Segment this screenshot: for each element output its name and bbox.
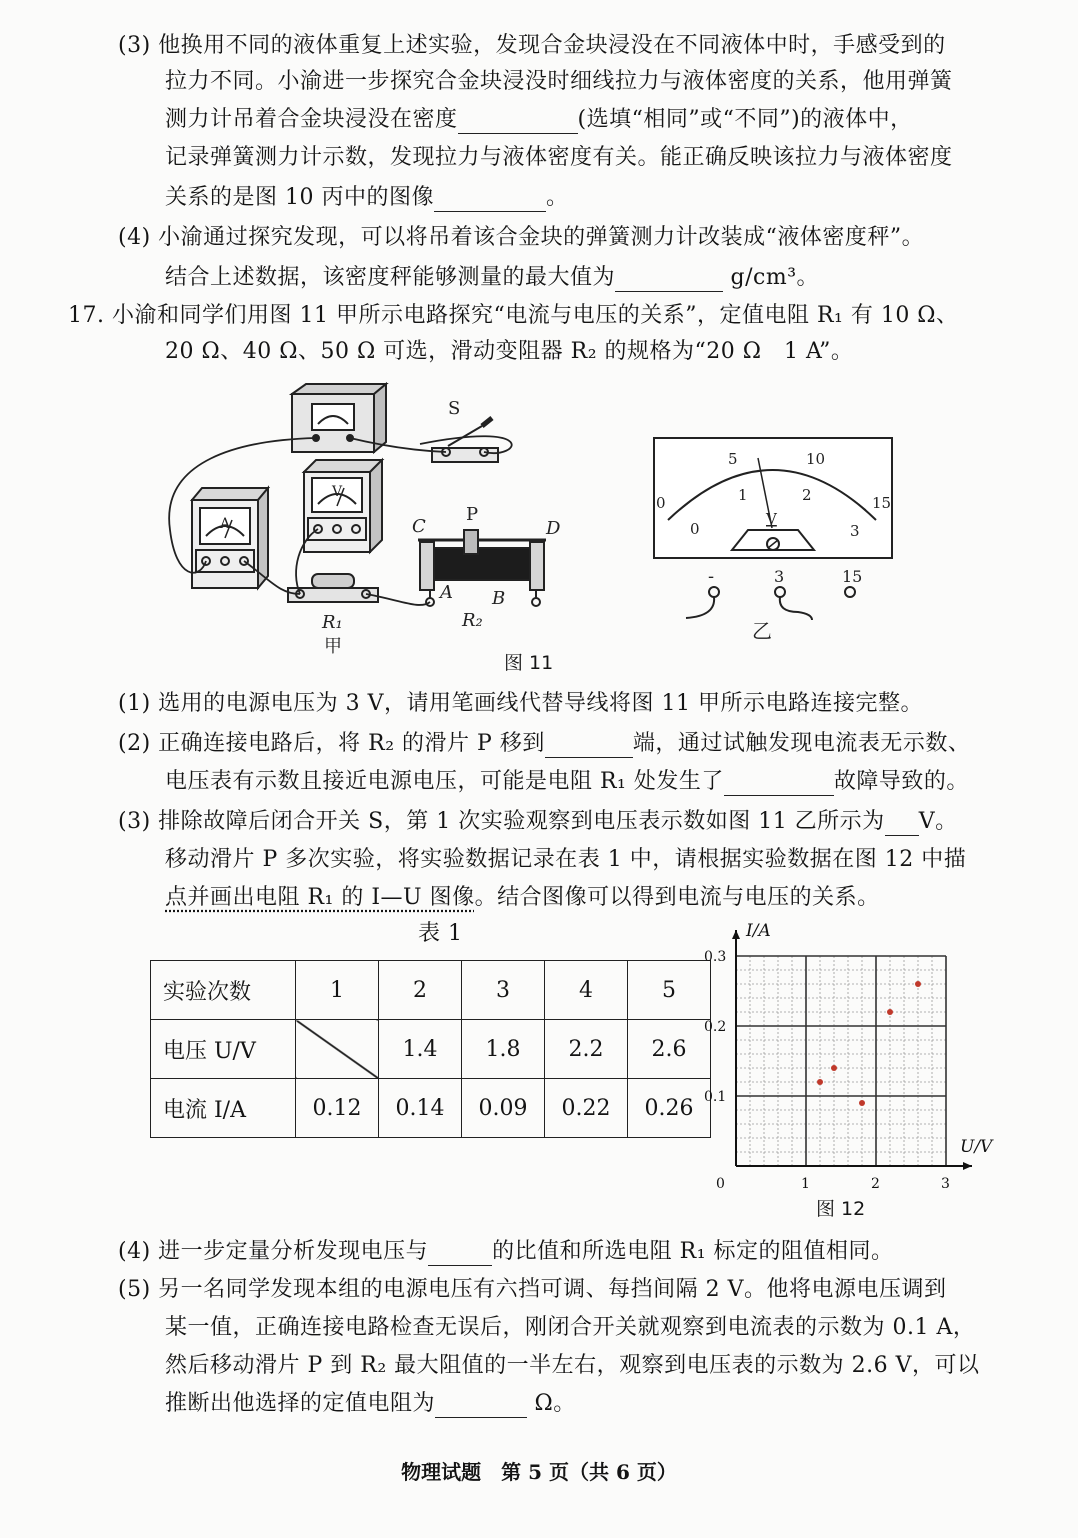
- table-cell: 0.09: [462, 1079, 545, 1138]
- x-tick-label: 1: [801, 1176, 810, 1192]
- q17-4-line1: [118, 1238, 894, 1266]
- q17-5-text: 推断出他选择的定值电阻为: [165, 1391, 436, 1416]
- q17-5-line3: 然后移动滑片 P 到 R₂ 最大阻值的一半左右，观察到电压表的示数为 2.6 V，可以: [165, 1353, 980, 1378]
- fig11-jia-label: 甲: [324, 636, 342, 657]
- answer-blank[interactable]: [615, 269, 723, 292]
- table-cell: 0.22: [545, 1079, 628, 1138]
- table-cell: 0.12: [296, 1079, 379, 1138]
- data-point: [887, 1009, 893, 1015]
- q16-3-line3: [165, 106, 913, 134]
- table-cell: 2.6: [628, 1020, 711, 1079]
- dial-top-10: 10: [806, 450, 826, 468]
- chart-grid-minor: [736, 956, 946, 1166]
- data-point: [915, 981, 921, 987]
- table-cell: 1: [296, 961, 379, 1020]
- q17-5-line1: (5) 另一名同学发现本组的电源电压有六挡可调、每挡间隔 2 V。他将电源电压调到: [118, 1277, 947, 1302]
- q17-2-text: (2) 正确连接电路后，将 R₂ 的滑片 P 移到: [118, 731, 545, 756]
- fig11-yi-label: 乙: [752, 619, 772, 643]
- q17-stem-line1: 17. 小渝和同学们用图 11 甲所示电路探究“电流与电压的关系”，定值电阻 R₁ 有 10 Ω、: [68, 303, 959, 328]
- answer-blank[interactable]: [545, 735, 633, 758]
- x-tick-label: 3: [941, 1176, 950, 1192]
- x-tick-label: 0: [716, 1176, 725, 1192]
- y-tick-label: 0.2: [704, 1019, 727, 1035]
- table-1: [150, 960, 711, 1138]
- fig11-caption: 图 11: [504, 652, 554, 674]
- q16-4-unit: g/cm³。: [730, 265, 820, 290]
- q17-4-text: 的比值和所选电阻 R₁ 标定的阻值相同。: [492, 1239, 894, 1264]
- q17-3-line3: [165, 884, 880, 912]
- answer-blank[interactable]: [435, 1395, 527, 1418]
- table-cell-slashed: [296, 1020, 379, 1079]
- answer-blank[interactable]: [428, 1243, 492, 1266]
- answer-blank[interactable]: [434, 189, 546, 212]
- q17-3-text: 。结合图像可以得到电流与电压的关系。: [474, 885, 880, 910]
- terminal-15: 15: [842, 567, 863, 586]
- chart-points: [817, 981, 921, 1106]
- q17-3-emphasis: 点并画出电阻 R₁ 的 I—U 图像: [165, 885, 475, 910]
- q16-3-line1: (3) 他换用不同的液体重复上述实验，发现合金块浸没在不同液体中时，手感受到的: [118, 33, 946, 58]
- answer-blank[interactable]: [885, 813, 919, 836]
- x-tick-label: 2: [871, 1176, 880, 1192]
- chart-axes: [732, 930, 972, 1170]
- table-cell: 0.14: [379, 1079, 462, 1138]
- table-cell: 电流 I/A: [151, 1079, 296, 1138]
- data-point: [831, 1065, 837, 1071]
- answer-blank[interactable]: [458, 111, 578, 134]
- rheostat-d-label: D: [546, 518, 561, 539]
- voltmeter: [304, 460, 382, 552]
- chart-grid-major: [736, 956, 946, 1166]
- chart-tick-labels: [704, 922, 994, 1192]
- q17-2-text: 端，通过试触发现电流表无示数、: [632, 731, 971, 756]
- q16-3-line2: 拉力不同。小渝进一步探究合金块浸没时细线拉力与液体密度的关系，他用弹簧: [165, 69, 953, 94]
- resistor-r1: [288, 574, 378, 602]
- q17-3-text: V。: [918, 809, 958, 834]
- table-row: [151, 1079, 711, 1138]
- q17-3-line1: [118, 808, 958, 836]
- q17-2-line2: [165, 768, 969, 796]
- terminal-3: 3: [774, 567, 785, 586]
- dial-top-0: 0: [656, 494, 666, 512]
- dial-bottom-1: 1: [738, 486, 748, 504]
- q16-3-text: 关系的是图 10 丙中的图像: [165, 185, 434, 210]
- q17-3-line2: 移动滑片 P 多次实验，将实验数据记录在表 1 中，请根据实验数据在图 12 中描: [165, 847, 967, 872]
- r2-label: R₂: [462, 610, 483, 631]
- dial-bottom-0: 0: [690, 520, 700, 538]
- table-cell: 5: [628, 961, 711, 1020]
- ammeter: [192, 488, 268, 588]
- dial-unit: V: [766, 510, 777, 528]
- q16-3-text: (选填“相同”或“不同”)的液体中，: [577, 107, 913, 132]
- q16-3-text: 测力计吊着合金块浸没在密度: [165, 107, 458, 132]
- q16-3-line4: 记录弹簧测力计示数，发现拉力与液体密度有关。能正确反映该拉力与液体密度: [165, 145, 953, 170]
- dial-bottom-3: 3: [850, 522, 860, 540]
- q17-3-text: (3) 排除故障后闭合开关 S，第 1 次实验观察到电压表示数如图 11 乙所示为: [118, 809, 885, 834]
- table-cell: 2.2: [545, 1020, 628, 1079]
- rheostat-r2: [418, 530, 546, 606]
- dial-top-5: 5: [728, 450, 738, 468]
- dial-terminals: [686, 587, 855, 620]
- voltmeter-label: V: [332, 484, 343, 500]
- figure-12-chart: [700, 922, 1020, 1202]
- q17-2-text: 故障导致的。: [833, 769, 969, 794]
- x-axis-arrow: [963, 1162, 972, 1170]
- q17-1-line1: (1) 选用的电源电压为 3 V，请用笔画线代替导线将图 11 甲所示电路连接完整。: [118, 691, 924, 716]
- q17-5-unit: Ω。: [534, 1391, 576, 1416]
- table-cell: 2: [379, 961, 462, 1020]
- q16-4-line2: [165, 264, 819, 292]
- q17-5-line4: [165, 1390, 576, 1418]
- y-axis-arrow: [732, 930, 740, 939]
- power-supply: [292, 384, 386, 452]
- ammeter-label: A: [220, 516, 231, 532]
- q16-3-line5: [165, 184, 569, 212]
- q16-4-text: 结合上述数据，该密度秤能够测量的最大值为: [165, 265, 616, 290]
- y-axis-label: I/A: [746, 922, 771, 941]
- table-row: [151, 961, 711, 1020]
- table-cell: 0.26: [628, 1079, 711, 1138]
- y-tick-label: 0.1: [704, 1089, 727, 1105]
- rheostat-p-label: P: [466, 504, 479, 525]
- answer-blank[interactable]: [724, 773, 834, 796]
- table-cell: 1.8: [462, 1020, 545, 1079]
- switch-label: S: [448, 398, 461, 419]
- q17-2-text: 电压表有示数且接近电源电压，可能是电阻 R₁ 处发生了: [165, 769, 724, 794]
- dial-top-15: 15: [872, 494, 892, 512]
- x-axis-label: U/V: [960, 1137, 993, 1157]
- q16-3-text: 。: [545, 185, 569, 210]
- fig12-caption: 图 12: [816, 1198, 866, 1220]
- table-cell: 4: [545, 961, 628, 1020]
- rheostat-b-label: B: [492, 588, 506, 609]
- table-cell: 3: [462, 961, 545, 1020]
- table-row: [151, 1020, 711, 1079]
- table-cell: 实验次数: [151, 961, 296, 1020]
- rheostat-a-label: A: [440, 582, 453, 603]
- q16-4-line1: (4) 小渝通过探究发现，可以将吊着该合金块的弹簧测力计改装成“液体密度秤”。: [118, 225, 925, 250]
- table1-title: 表 1: [418, 921, 463, 946]
- dial-bottom-2: 2: [802, 486, 812, 504]
- r1-label: R₁: [322, 612, 343, 633]
- table-cell: 电压 U/V: [151, 1020, 296, 1079]
- q17-4-text: (4) 进一步定量分析发现电压与: [118, 1239, 429, 1264]
- rheostat-c-label: C: [412, 516, 426, 537]
- table-cell: 1.4: [379, 1020, 462, 1079]
- page-footer: 物理试题 第 5 页（共 6 页）: [401, 1460, 677, 1484]
- terminal-neg: -: [708, 566, 715, 587]
- voltmeter-dial: [654, 438, 892, 558]
- q17-5-line2: 某一值，正确连接电路检查无误后，刚闭合开关就观察到电流表的示数为 0.1 A，: [165, 1315, 976, 1340]
- q17-2-line1: [118, 730, 970, 758]
- data-point: [817, 1079, 823, 1085]
- figure-11: [0, 380, 1078, 680]
- q17-stem-line2: 20 Ω、40 Ω、50 Ω 可选，滑动变阻器 R₂ 的规格为“20 Ω 1 A”。: [165, 339, 854, 364]
- y-tick-label: 0.3: [704, 949, 727, 965]
- data-point: [859, 1100, 865, 1106]
